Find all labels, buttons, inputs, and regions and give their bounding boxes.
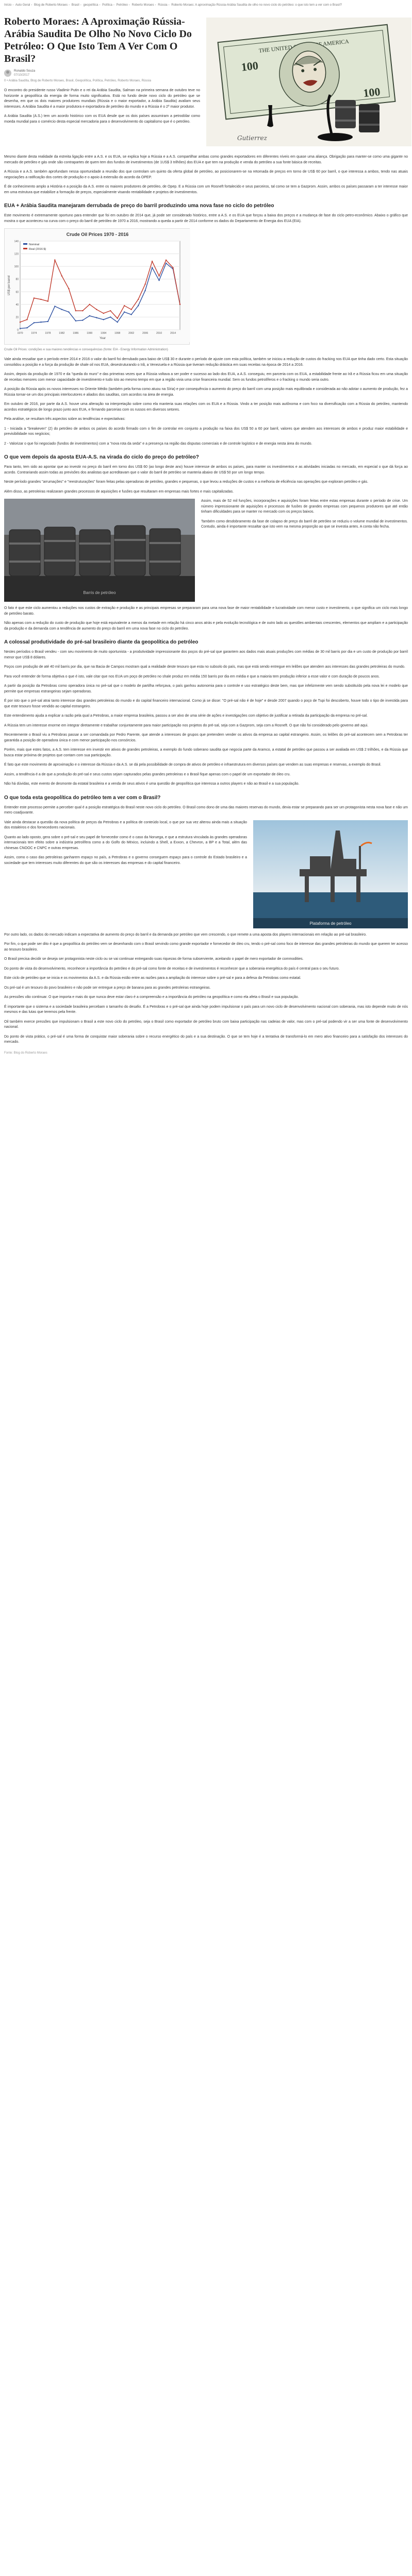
chart-data-point [152,267,153,268]
chart-x-tick-label: 1986 [73,332,79,335]
chart-data-point [20,328,21,329]
paragraph: É fato que este movimento de aproximação e o interesse da Rússia e da A.S. se dá pela possibilidade de compra de ativos de petróleo e infraestrutura em diversos países que vendem as suas empresas e reservas, a exemplo do Brasil. [4,763,382,767]
paragraph: A Rússia e a A.S. também aprofundam nessa oportunidade a reunião dos que controlam um quinto da oferta global de petróleo, ao posicionarem-se na retomada de preços em torno de US$ 60 por barril, o que interessa a ambos, tendo nas atuais negociações a ratificação dos cortes de produção e o apoio à extensão do acordo da OPEP. [4,170,408,179]
chart-data-point [103,319,104,320]
chart-data-point [75,320,76,321]
breadcrumb-item[interactable]: Roberto Moraes [131,4,154,7]
paragraph: Assim, como o caso das petroleiras ganharem espaço no país, a Petrobras e o governo conseguem espaço para o controle do Estado brasileiro e a sociedade que tem interesses muito diferentes do que são os interesses das empresas e do capital financeiro. [4,856,247,865]
barrels-caption: Barris de petróleo [83,590,116,595]
chart-data-point [152,261,153,262]
chart-data-point [75,310,76,311]
paragraph: Do ponto de vista do desenvolvimento, reconhecer a importância do petróleo e do pré-sal como fonte de receitas e de investimentos é reconhecer que a soberania energética do país é central para o seu futuro. [4,967,340,971]
paragraph: Por fim, o que pode ser dito é que a geopolítica do petróleo vem se desenhando com o Brasil servindo como grande exportador e fornecedor de óleo cru, tendo o pré-sal como foco de interesse das grandes petroleiras do mundo que querem ter acesso ao tesouro brasileiro. [4,942,408,952]
article-date: 07/10/2017 [14,74,30,77]
section-heading: A colossal produtividade do pré-sal brasileiro diante da geopolítica do petróleo [4,639,199,645]
paragraph: Este ciclo de petróleo que se inicia e os movimentos da A.S. e da Rússia estão entre as razões para a ampliação do interesse sobre o pré-sal e para a defesa da Petrobras como estatal. [4,976,301,980]
article-source: Fonte: Blog do Roberto Moraes [4,1051,47,1055]
chart-data-point [82,310,83,311]
chart-data-point [158,275,159,276]
chart-data-point [89,304,90,305]
paragraph: Mesmo diante desta realidade da estreita ligação entre a A.S. e os EUA, se explica hoje a Rússia e a A.S. compartilhar ambas como grandes exportadores em diferentes níveis em quase uma aliança. Obrigação para manter-se como uma gigante no mercado de petróleo e gás onde são contrapartes de quem tem dos fundos de investimentos (de 1US$ 3 trilhões) dos EUA e que tem na produção e venda do petróleo a sua fonte básica de receitas. [4,155,408,164]
oil-barrels-image [4,499,195,602]
section-heading: O que toda esta geopolítica do petróleo tem a ver com o Brasil? [4,794,161,801]
chart-data-point [96,317,97,318]
chart-data-point [68,311,69,312]
paragraph: Vale ainda destacar a questão da nova política de preços da Petrobras e a política de conteúdo local, o que por sua vez alterou ainda mais a situação dos estaleiros e dos fornecedores nacionais. [4,820,247,829]
chart-data-point [138,299,139,300]
chart-x-tick-label: 2006 [142,332,149,335]
chart-data-point [144,283,145,284]
chart-data-point [124,311,125,312]
paragraph: Assim, a tendência é a de que a produção do pré-sal e seus custos sejam capturados pelas grandes petroleiras e o Brasil fique apenas com o papel de um exportador de óleo cru. [4,772,291,776]
hero-cartoon [206,18,411,146]
banknote-value-right: 100 [362,84,381,100]
chart-caption: Crude Oil Prices: condições e sua maiores tendências e consequências (fonte: EIA - Energy Information Administration) [4,348,168,351]
paragraph: O encontro do presidente russo Vladimir Putin e o rei da Arábia Saudita, Salman na primeira semana de outubro teve no horizonte a geopolítica da energia de forma muito significativa. Está no fundo deste novo ciclo do petróleo que se desenha, em que os dois maiores produtores mundiais (Rússia e o maior exportador, a Arábia Saudita) avaliam seus interesses. A Arábia Saudita é a maior produtora e exportadora de petróleo do mundo e a Rússia é o 2º maior produtor. [4,89,200,109]
paragraph: Quanto ao lado oposto, gera sobre o pré-sal e seu papel de fornecedor como é o caso da Noruega, e que a estrutura vinculada às grandes operadoras internacionais tem efeito sobre a indústria petrolífera como a do Golfo do México, incluindo a Shell, a Exxon, a Chevron, a BP e a Total, além das chinesas CNOOC e CNPC e outras empresas. [4,835,247,850]
paragraph: A partir da posição da Petrobras como operadora única no pré-sal que o modelo de partilha reforçava, o país ganhou autonomia para o controle e uso estratégico deste bem, mas que infelizmente vem sendo substituído pela nova lei e modelo que permite que empresas estrangeiras sejam operadoras. [4,684,408,693]
author-name[interactable]: Ronaldo Souza [14,70,36,73]
breadcrumb-item[interactable]: Blog de Roberto Moraes [34,4,68,7]
barrels-section [4,499,408,602]
paragraph: Porém, mais que estes fatos, a A.S. tem interesse em investir em ativos de grandes petroleiras, a exemplo do fundo soberano saudita que negocia parte da Aramco, a estatal de petróleo que passou a ser avaliada em US$ 2 trilhões, e da Rússia que busca estar próxima de projetos que contam com sua participação. [4,748,408,757]
page-title: Roberto Moraes: A Aproximação Rússia-Arábia Saudita De Olho No Novo Ciclo Do Petróleo: O Que Isto Tem A Ver Com O Brasil? [4,16,192,64]
chart-data-point [158,280,159,281]
paragraph: A Arábia Saudita (A.S.) tem um acordo histórico com os EUA desde que os dois países assumiram a petrodólar como moeda mundial para o comércio desta especial mercadoria para o desenvolvimento do capitalismo que é o petróleo. [4,114,200,124]
paragraph: A posição da Rússia após os novos interesses no Oriente Médio (também pela forma como atuou na Síria) e por consequência o aumento do preço do barril com uma posição mais equilibrada e considerada ao não adotar o aumento de produção, fez a Rússia tornar-se um dos principais interlocutores e aliados dos sauditas, com acordos na área de energia. [4,387,408,397]
paragraph: A Rússia tem um interesse enorme em integrar diretamente e trabalhar conjuntamente para maior participação nos projetos do pré-sal, seja com a Gazprom, seja com a Rosneft. O que não foi considerado pelo governo até aqui. [4,723,369,727]
platform-section [4,820,408,928]
paragraph: Vale ainda ressaltar que o período entre 2014 e 2016 o valor do barril foi derrubado para baixo de US$ 30 e durante o período de ajuste com esta política, também se iniciou a redução de custos do fracking nos EUA que tinha dado certo. Esta situação consolidou a posição e a força da produção de shale oil nos EUA, desestruturando o Irã, a Venezuela e a Rússia que tiveram redução drástica em suas receitas na época de 2014 a 2016. [4,358,408,367]
chart-x-tick-label: 2014 [170,332,176,335]
paragraph: Este entendimento ajuda a explicar a razão pela qual a Petrobras, a maior empresa brasileira, passou a ser alvo de uma série de ações e investigações com objetivo de justificar a retirada da participação da empresa no pré-sal. [4,714,368,718]
chart-x-tick-label: 1990 [87,332,93,335]
breadcrumb-item[interactable]: Política [102,4,112,7]
barrels-photo [4,499,195,602]
breadcrumb-item[interactable]: Petróleo [116,4,128,7]
paragraph: 2 - Valorizar o que foi negociado (fundos de investimentos) com a "nova rota da seda" e a presença na região das disputas comerciais e de controle logístico e de energia nesta área do mundo. [4,442,312,446]
platform-caption: Plataforma de petróleo [309,921,352,926]
paragraph: O fato é que este ciclo aumentou a reduções nos custos de extração e produção e as principais empresas se prepararam para uma nova fase de maior rentabilidade e lucratividade com menor custo e investimento, o que significa um ciclo mais longo de petróleo barato. [4,606,408,616]
chart-data-point [110,316,111,317]
chart-data-point [68,288,69,289]
chart-data-point [40,321,41,323]
chart-x-tick-label: 1974 [31,332,37,335]
chart-data-point [117,321,118,323]
paragraph: Assim, depois da produção de 1970 e da "queda do muro" e das primeiras vezes que a Rússia voltava a ser poder e sucesso ao lado dos EUA, a A.S. conseguiu, em parceria com os EUA, a estabilidade frente ao Irã e a Rússia ficou em uma situação de receitas menores com menor capacidade de investimento e tudo isto ao mesmo tempo em que a região vivia uma crise financeira mundial. Sem os fundos petrolíferos e o fracking o mundo seria outro. [4,372,408,382]
chart-data-point [166,260,167,261]
chart-x-tick-label: 1970 [17,332,23,335]
platform-photo [253,820,408,928]
section-heading: O que vem depois da aposta EUA-A.S. na virada do ciclo do preço do petróleo? [4,454,199,460]
chart-x-tick-label: 1994 [101,332,107,335]
paragraph: Não há dúvidas, este evento de desmonte da estatal brasileira e a venda de seus ativos é uma questão de geopolítica que interessa a outros players e não ao Brasil e a sua população. [4,782,300,786]
chart-title: Crude Oil Prices 1970 - 2016 [66,232,129,237]
chart-data-point [20,321,21,323]
paragraph: Pela análise, se resultam três aspectos sobre as tendências e expectativas: [4,417,126,421]
cartoon-signature: Gutierrez [237,134,267,142]
chart-x-tick-label: 2010 [156,332,162,335]
chart-data-point [61,275,62,276]
paragraph: Por outro lado, os dados do mercado indicam a expectativa de aumento do preço do barril e da demanda por petróleo que vem crescendo, o que remete a uma aposta dos players internacionais em relação ao pré-sal brasileiro. [4,933,367,937]
paragraph: Do ponto de vista prático, o pré-sal é uma forma de conquistar maior soberania sobre o recurso energético do país e a sua destinação. O que se tem hoje é a tentativa de transformá-lo em mero ativo financeiro para a satisfação dos interesses do mercado. [4,1035,408,1044]
chart-data-point [179,304,180,305]
paragraph: É por isto que o pré-sal atrai tanto interesse das grandes petroleiras do mundo e do capital financeiro internacional. Como já se disse: "O pré-sal não é de hoje" e desde 2007 quando o poço de Tupi foi descoberto, houve todo o tipo de investida para que este tesouro fosse vendido ao capital estrangeiro. [4,699,408,708]
paragraph: Nestes períodos o Brasil vendeu - com seu movimento de muito oportunista - a produtividade impressionante dos poços do pré-sal que garantem aos dados mais atuais produções com médias de 30 mil barris por dia e um custo de produção por barril menor que US$ 8 dólares. [4,650,408,659]
chart-data-point [34,322,35,323]
section-heading: EUA + Arábia Saudita manejaram derrubada de preço do barril produzindo uma nova fase no ciclo do petróleo [4,203,274,209]
chart-data-point [54,260,55,261]
paragraph: Para você entender de forma objetiva o que é isto, vale citar que nos EUA um poço de petróleo no shale produz em média 150 barris por dia em média e que a maioria tem produção inferior a esse valor e com duração de poucos anos. [4,674,380,679]
chart-x-tick-label: 1982 [59,332,65,335]
chart-data-point [138,305,139,306]
chart-y-tick-label: 120 [14,252,19,256]
paragraph: Entender este processo permite a perceber qual é a posição estratégica do Brasil neste novo ciclo do petróleo. O Brasil como dono de uma das maiores reservas do mundo, devia estar se preparando para ser um protagonista nesta nova fase e não um mero coadjuvante. [4,805,408,815]
chart-legend-swatch [23,248,27,249]
chart-data-point [124,305,125,306]
breadcrumb-item[interactable]: Brasil [71,4,79,7]
oil-price-chart-svg [5,229,190,342]
paragraph: 1 - Iniciada a "breakeven" (2) do petróleo de ambos os países do acordo firmado com o fim de controlar em conjunto a produção na faixa dos US$ 50 a 60 por barril, valores que atendem aos interesses de ambos e produz maior estabilidade e previsibilidade nos negócios; [4,427,408,436]
chart-y-tick-label: 40 [15,303,19,307]
avatar[interactable] [4,70,11,77]
paragraph: Oil também exerce pressões que impulsionam o Brasil a este novo ciclo do petróleo, seja o Brasil como exportador de petróleo bruto com baixa participação nas cadeias de valor, mas com o pré-sal podendo vir a ser uma fonte de desenvolvimento nacional. [4,1020,408,1029]
paragraph: Recentemente o Brasil viu a Petrobras passar a ser comandada por Pedro Parente, que atende a interesses de grupos que pretendem vender os ativos da empresa ao capital estrangeiro. Assim, os leilões do pré-sal acontecem sem a Petrobras ter garantida a posição de operadora única e com menor participação nos consórcios. [4,733,408,742]
chart-data-point [166,263,167,264]
chart-y-tick-label: 140 [14,240,19,243]
chart-legend-label: Nominal [29,243,40,246]
chart-data-point [40,299,41,300]
chart-legend-swatch [23,243,27,245]
chart-y-tick-label: 0 [17,329,19,332]
article-tags: 0 • Arábia Saudita, Blog de Roberto Moraes, Brasil, Geopolítica, Política, Petróleo, Roberto Moraes, Rússia [4,79,151,82]
banknote-label: THE UNITED AMERICA [258,38,350,54]
chart-data-point [47,301,48,302]
chart-legend-label: Real (2016 $) [29,248,46,251]
paragraph: É de conhecimento amplo a História e a posição da A.S. entre os maiores produtores de petróleo, de Opep. E a Rússia com um Rosneft fortalecido e seus parceiros, tal como se tem a Gazprom. Assim, ambos os países passaram a ter interesse maior em uma estrutura que estabilize a formação de preços, especialmente visando rentabilidade e projetos de investimentos. [4,185,408,194]
paragraph: As pressões vão continuar. O que importa e mais do que nunca deve estar claro é a compreensão e a importância do petróleo na geopolítica e como ela afeta o Brasil e sua população. [4,995,299,999]
oil-price-chart [4,228,190,345]
chart-y-tick-label: 20 [15,316,19,319]
paragraph: O Brasil precisa decidir se deseja ser protagonista neste ciclo ou se vai continuar entregando suas riquezas de forma subserviente, aceitando o papel de mero exportador de commodities. [4,957,304,961]
breadcrumb: Início › Auto Geral › Blog de Roberto Moraes › Brasil › geopolítica › Política › Petróleo › Roberto Moraes › Rússia › Roberto Moraes: A aproximação Rússia-Arábia Saudita de olho no novo ciclo do petróleo: o que isto tem a ver com o Brasil? [4,4,342,7]
paragraph: Para tanto, tem sido ao apontar que ao investir no preço do barril em torno dos US$ 60 (ao longo deste ano) houve interesse de ambos os países, para manter os investimentos e as atividades iniciadas no mercado, em especial o que dá força ao acordo. Contrariando assim todas as previsões dos analistas que acreditavam que o valor do barril de petróleo se manteria abaixo de US$ 50 por um longo tempo. [4,465,408,474]
dollar-oil-illustration [206,18,411,146]
breadcrumb-item[interactable]: Auto Geral [15,4,30,7]
chart-y-tick-label: 60 [15,291,19,294]
chart-data-point [130,309,131,310]
chart-data-point [172,267,173,268]
chart-data-point [89,315,90,316]
chart-data-point [103,313,104,314]
paragraph: Os pré-sal é um tesouro do povo brasileiro e não pode ser entregue a preço de banana para as grandes petroleiras estrangeiras. [4,986,211,990]
breadcrumb-current: Roberto Moraes: A aproximação Rússia-Arábia Saudita de olho no novo ciclo do petróleo: o que isto tem a ver com o Brasil? [171,4,342,7]
chart-data-point [130,314,131,315]
chart-data-point [26,319,27,320]
chart-data-point [61,309,62,310]
paragraph: Em outubro de 2016, por parte da A.S. houve uma alteração na interpretação sobre como ela manteria suas relações com os EUA e a Rússia. Vindo a ter posição mais autônoma e com foco na diversificação com a Rússia do petróleo, mantendo acordos estratégicos de longo prazo junto aos EUA, e firmando parcerias com os russos em diversos setores. [4,402,408,412]
chart-x-tick-label: 1998 [114,332,121,335]
chart-data-point [96,309,97,310]
paragraph: Este movimento é extremamente oportuno para entender que foi em outubro de 2014 que, já pode ser considerado histórico, entre a A.S. e os EUA que forçou a baixa dos preços e a mudança de fase do ciclo petro-econômico. Abaixo o gráfico que mostra o que aconteceu na curva com o preço do barril de petróleo de 1970 a 2016, mostrando a queda a partir de 2014 conforme os dados do Departamento de Energia dos EUA (EIA). [4,214,408,223]
paragraph: Não apenas com a redução do custo de produção que hoje está equivalente a menos da metade em relação há cinco anos atrás e pela evolução tecnológica e de outro lado as questões ambientais crescentes, elementos que ampliam e a participação da produção e da demanda com a tendência de aumento do preço do barril em uma nova fase no ciclo do petróleo. [4,621,408,631]
paragraph: Poços com produção de até 40 mil barris por dia, que na Bacia de Campos mostram qual a realidade deste tesouro que esta no subsolo do país, mas que está sendo entregue em leilões que atendem aos interesses das grandes petroleiras do mundo. [4,665,405,669]
banknote-value-left: 100 [240,59,259,74]
chart-data-point [144,290,145,291]
chart-data-point [110,310,111,311]
chart-y-tick-label: 100 [14,265,19,269]
chart-xlabel: Year [99,337,106,340]
chart-data-point [82,319,83,320]
oil-platform-image [253,820,408,928]
chart-data-point [34,297,35,298]
chart-ylabel: US$ per barrel [8,275,11,296]
chart-data-point [117,318,118,319]
chart-data-point [26,327,27,328]
paragraph: Também como desdobramento da fase de colapso de preço do barril de petróleo se reduziu o volume mundial de investimentos. Contudo, ainda é importante ressaltar que isto vem na mesma proporção ao que se investia antes. A conta não fecha. [201,519,408,529]
chart-x-tick-label: 1978 [45,332,51,335]
chart-plot-area [20,241,180,330]
breadcrumb-item[interactable]: geopolítica [83,4,98,7]
breadcrumb-item[interactable]: Rússia [158,4,168,7]
paragraph: Assim, mais de 52 mil funções, incorporações e aquisições foram feitas entre estas empresas durante o período de crise. Um número impressionante de aquisições e processos de fusões de grandes empresas com pequenos produtores que até então tinham dificuldades para se manter no mercado com os preços baixos. [201,499,408,514]
chart-data-point [54,306,55,307]
chart-data-point [47,321,48,322]
paragraph: Neste período grandes "arrumações" e "reestruturações" foram feitas pelas operadoras de petróleo, grandes e pequenas, o que levou a reduções de custos e a melhoria de eficiência nas operações que exploram petróleo e gás. [4,480,369,484]
chart-y-tick-label: 80 [15,278,19,281]
paragraph: Além disso, as petroleiras realizaram grandes processos de aquisições e fusões que resultaram em empresas mais fortes e mais capitalizadas. [4,489,234,494]
breadcrumb-item-home[interactable]: Início [4,4,12,7]
chart-x-tick-label: 2002 [128,332,135,335]
paragraph: É importante que o sistema e a sociedade brasileira percebam o tamanho do desafio. É a Petrobras e o pré-sal que ainda hoje podem impulsionar o país para um novo ciclo de desenvolvimento nacional com soberania, mas isto depende muito de nós mesmos e das lutas que teremos pela frente. [4,1005,408,1014]
